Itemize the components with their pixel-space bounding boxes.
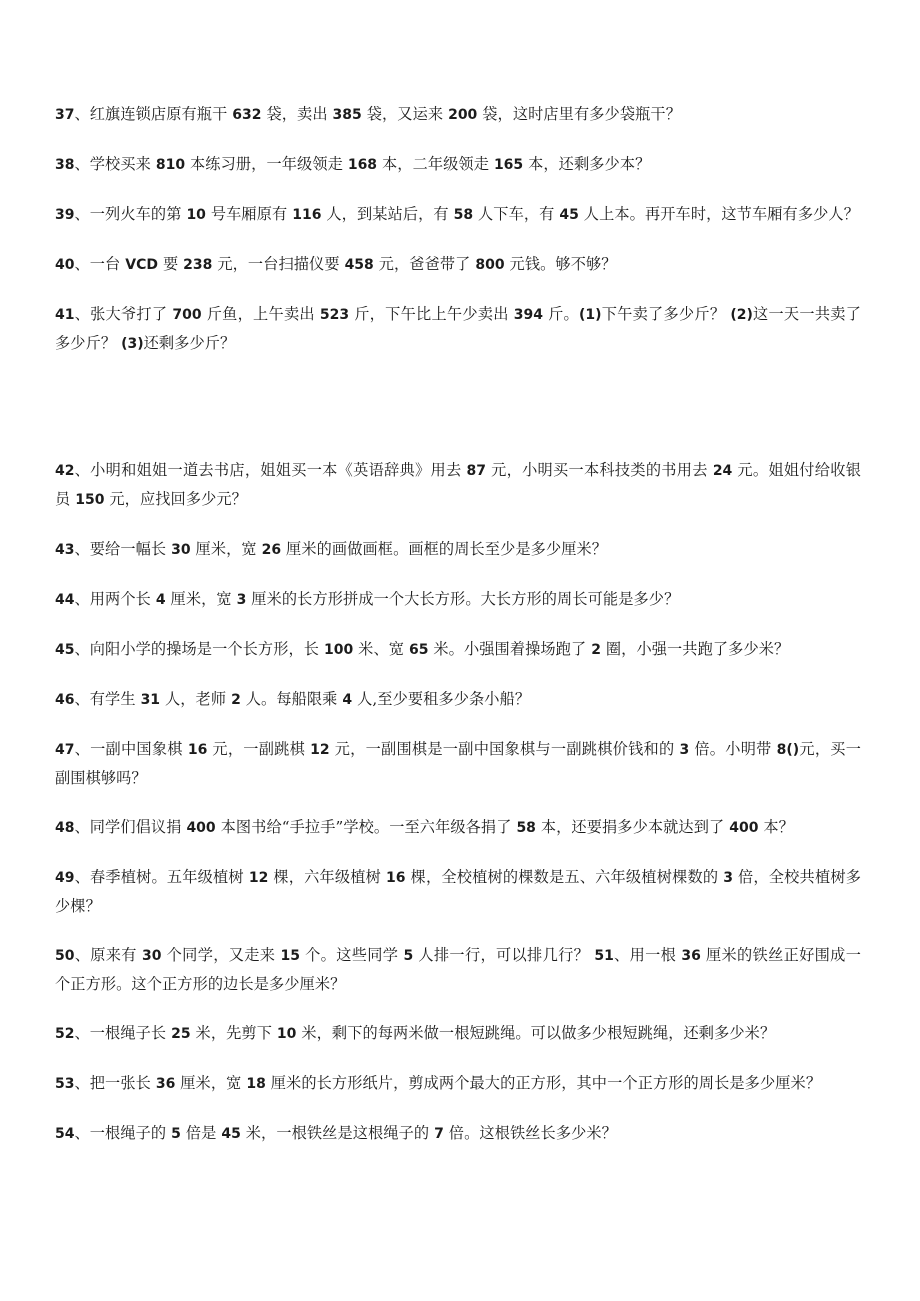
problem-item: 45、向阳小学的操场是一个长方形，长 100 米、宽 65 米。小强围着操场跑了 2 圈，小强一共跑了多少米？ <box>55 640 790 658</box>
problem-item: 42、小明和姐姐一道去书店，姐姐买一本《英语辞典》用去 87 元，小明买一本科技类的书用去 24 元。姐姐付给收银员 150 元，应找回多少元？ <box>55 461 861 508</box>
problem-item: 52、一根绳子长 25 米，先剪下 10 米，剩下的每两米做一根短跳绳。可以做多少根短跳绳，还剩多少米？ <box>55 1024 776 1042</box>
problem-item: 37、红旗连锁店原有瓶干 632 袋，卖出 385 袋，又运来 200 袋，这时店里有多少袋瓶干？ <box>55 105 681 123</box>
problem-item: 47、一副中国象棋 16 元，一副跳棋 12 元，一副围棋是一副中国象棋与一副跳棋价钱和的 3 倍。小明带 8()元，买一副围棋够吗？ <box>55 740 861 787</box>
problem-item: 38、学校买来 810 本练习册，一年级领走 168 本，二年级领走 165 本，还剩多少本？ <box>55 155 651 173</box>
problem-item: 50、原来有 30 个同学，又走来 15 个。这些同学 5 人排一行，可以排几行？ 51、用一根 36 厘米的铁丝正好围成一个正方形。这个正方形的边长是多少厘米？ <box>55 946 861 993</box>
problem-item: 43、要给一幅长 30 厘米，宽 26 厘米的画做画框。画框的周长至少是多少厘米？ <box>55 540 608 558</box>
problem-item: 46、有学生 31 人，老师 2 人。每船限乘 4 人,至少要租多少条小船？ <box>55 690 531 708</box>
problem-item: 40、一台 VCD 要 238 元，一台扫描仪要 458 元，爸爸带了 800 元钱。够不够？ <box>55 255 617 273</box>
problem-item: 44、用两个长 4 厘米，宽 3 厘米的长方形拼成一个大长方形。大长方形的周长可能是多少？ <box>55 590 680 608</box>
problem-item: 48、同学们倡议捐 400 本图书给“手拉手”学校。一至六年级各捐了 58 本，还要捐多少本就达到了 400 本？ <box>55 818 794 836</box>
problem-item: 49、春季植树。五年级植树 12 棵，六年级植树 16 棵，全校植树的棵数是五、六年级植树棵数的 3 倍，全校共植树多少棵？ <box>55 868 861 915</box>
problem-item: 41、张大爷打了 700 斤鱼，上午卖出 523 斤，下午比上午少卖出 394 斤。(1)下午卖了多少斤？ (2)这一天一共卖了多少斤？ (3)还剩多少斤？ <box>55 305 862 352</box>
problem-item: 39、一列火车的第 10 号车厢原有 116 人，到某站后，有 58 人下车，有 45 人上本。再开车时，这节车厢有多少人？ <box>55 205 859 223</box>
problem-item: 53、把一张长 36 厘米，宽 18 厘米的长方形纸片，剪成两个最大的正方形，其中一个正方形的周长是多少厘米？ <box>55 1074 822 1092</box>
problem-list <box>55 100 861 1148</box>
problem-item: 54、一根绳子的 5 倍是 45 米，一根铁丝是这根绳子的 7 倍。这根铁丝长多少米？ <box>55 1124 617 1142</box>
